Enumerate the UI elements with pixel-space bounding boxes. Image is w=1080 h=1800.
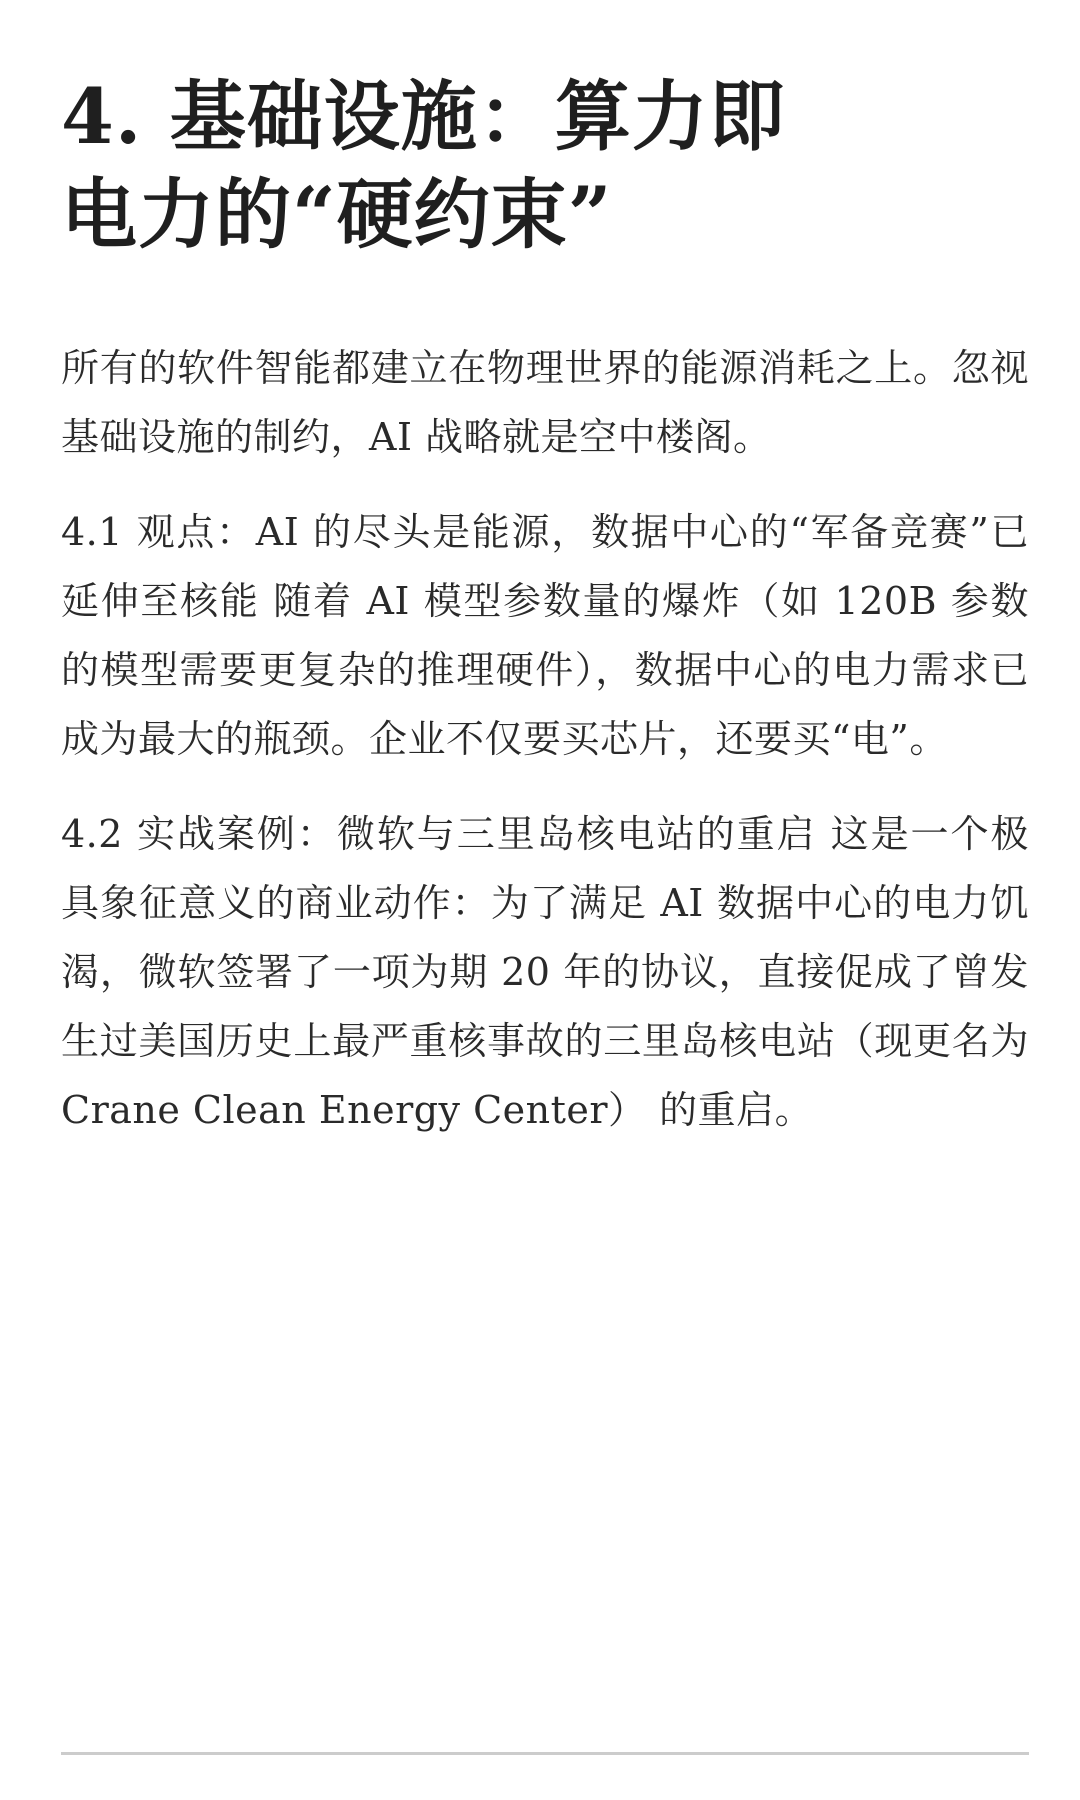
paragraph-section-4-2: 4.2 实战案例：微软与三里岛核电站的重启 这是一个极具象征意义的商业动作：为了满足 AI 数据中心的电力饥渴，微软签署了一项为期 20 年的协议，直接促成了曾发生过美国历史上最严重核事故的三里岛核电站（现更名为 Crane Clean Energy Center） 的重启。 bbox=[61, 812, 1029, 1132]
footer-divider bbox=[61, 1752, 1029, 1755]
paragraph-section-4-1: 4.1 观点：AI 的尽头是能源，数据中心的“军备竞赛”已延伸至核能 随着 AI 模型参数量的爆炸（如 120B 参数的模型需要更复杂的推理硬件），数据中心的电力需求已成为最大的瓶颈。企业不仅要买芯片，还要买“电”。 bbox=[61, 510, 1029, 761]
article-title: 4. 基础设施：算力即电力的“硬约束” bbox=[61, 72, 786, 259]
article bbox=[61, 68, 1029, 1145]
paragraph-intro: 所有的软件智能都建立在物理世界的能源消耗之上。忽视基础设施的制约，AI 战略就是空中楼阁。 bbox=[61, 346, 1029, 459]
